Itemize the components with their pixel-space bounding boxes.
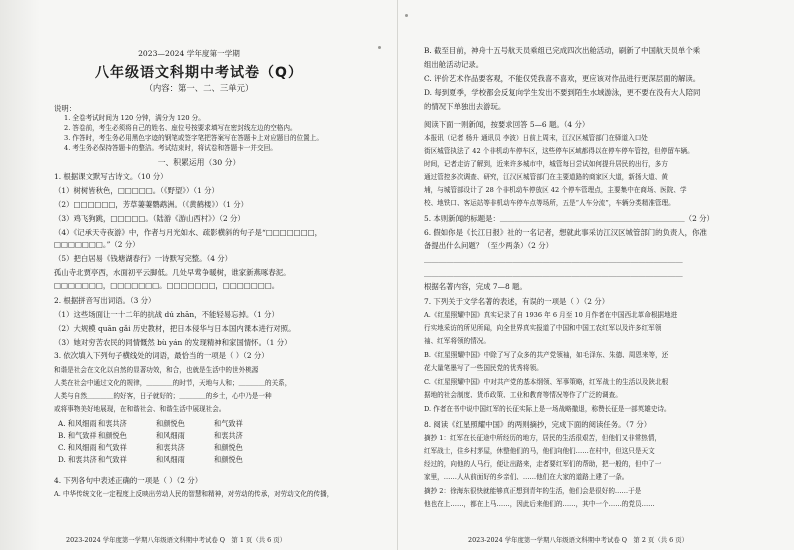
passage-line: 或将事物美好地展现，在和谐社会、和谐生活中展现社会。	[54, 405, 226, 413]
poem-blank-line: □□□□□□□，□□□□□□□。□□□□□□□，□□□□□□□。	[54, 281, 280, 290]
passage-line: 和谐是社会在文化以自然的显著功效，和合，也就是生活中的世外桃源	[54, 366, 259, 374]
question-line: （2）大规模 quān gǎi 历史教材，把日本侵华与日本国内课本进行对照。	[54, 324, 296, 333]
question-line: 7. 下列关于文学名著的表述，有误的一项是（ ）（2 分）	[424, 297, 610, 306]
choice-word: 和颜悦色	[156, 419, 185, 428]
instruction-line: 1. 全卷考试时间为 120 分钟，满分为 120 分。	[64, 114, 205, 122]
page-footer: 2023-2024 学年度第一学期八年级语文科期中考试卷 Q 第 1 页（共 6 页）	[66, 536, 287, 544]
choice-word: 和风细雨	[156, 431, 185, 440]
answer-blank: ＿＿＿＿＿＿＿＿＿＿＿＿＿＿＿＿＿＿＿＿＿＿＿＿＿＿＿＿＿＿＿＿＿＿＿	[424, 255, 683, 264]
choice-word: 和颜悦色	[98, 431, 127, 440]
choice-word: 和衷共济	[156, 443, 185, 452]
page-footer: 2023-2024 学年度第一学期八年级语文科期中考试卷 Q 第 2 页（共 6 页）	[468, 536, 689, 544]
question-line: 6. 假如你是《长江日报》社的一名记者，想就此事采访江汉区城管部门的负责人，你准	[424, 228, 707, 237]
exam-year: 2023—2024 学年度第一学期	[138, 49, 240, 58]
question-line: 8. 阅读《红星照耀中国》的两则摘抄，完成下面的阅读任务。（7 分）	[424, 420, 652, 429]
choice-row	[58, 454, 272, 466]
question-line: （3）鸡飞狗跳，□□□□□。（陆游《游山西村》）（2 分）	[54, 214, 245, 223]
news-line: 时间，记者走访了解到，近来许多城市中，城管每日尝试如何提升居民的出行，多方	[424, 160, 668, 168]
excerpt-line: 摘抄 1：红军在长征途中所经历的地方，居民的生活很艰苦，但他们又非常热情，	[424, 434, 662, 442]
exam-title: 八年级语文科期中考试卷（Q）	[95, 65, 303, 81]
news-line: 通过管控多次调查、研究，江汉区城管部门在主要道路的商家区大道，新扬大道、黄	[424, 173, 668, 181]
news-line: 本报讯（记者 杨升 通讯员 李波）日前上周末，江汉区城管部门在驿道入口处	[424, 134, 648, 142]
question-line: （1）树树皆秋色，□□□□□。（《野望》）（1 分）	[54, 186, 219, 195]
excerpt-line: 经过的，向他的人马行，便让出路来，走者要红军们的帮助，把一般的，但中了一	[424, 460, 662, 468]
choice-row	[58, 418, 272, 430]
instruction-line: 4. 考生务必保持答题卡的整洁。考试结束时，将试卷和答题卡一并交回。	[64, 144, 277, 152]
reading-instruction: 阅读下面一则新闻，按要求回答 5—6 题。（4 分）	[424, 120, 590, 129]
question-line: 5. 本则新闻的标题是：＿＿＿＿＿＿＿＿＿＿＿＿＿＿＿＿＿＿＿＿＿＿＿＿＿（2 分）	[424, 214, 714, 223]
question-line: 4. 下列各句中表述正确的一项是（ ）（2 分）	[54, 476, 203, 485]
choice-word: 和衷共济	[98, 419, 127, 428]
question-line: 3. 依次填入下列句子横线处的词语，最恰当的一项是（ ）（2 分）	[54, 351, 269, 360]
choice-word: 和气致祥	[214, 419, 243, 428]
option-line: B. 截至目前，神舟十五号航天员乘组已完成四次出舱活动，刷新了中国航天员单个乘	[424, 46, 701, 55]
question-line: A. 中华传统文化一定程度上反映出劳动人民的智慧和精神，对劳动的传承，对劳动文化的传播，	[54, 490, 334, 498]
question-line: □□□□□□□。”（2 分）	[54, 240, 140, 249]
passage-line: 人类在社会中通过文化的规律，＿＿＿＿的时节，天地与人和；＿＿＿＿的关系，	[54, 379, 292, 387]
option-line: A.《红星照耀中国》真实记录了自 1936 年 6 月至 10 月作者在中国西北革命根据地进	[424, 311, 678, 319]
excerpt-line: 摘抄 2：徐海东很快就能够真正想到青年的生活，他们会是很好的……于是	[424, 487, 642, 495]
binding-edge	[0, 0, 40, 550]
option-line: 据地的社会制度、货币政策、工业和教育等情况等作了广泛的调查。	[424, 391, 622, 399]
news-line: 校、地铁口、客运站等非机动车停车点等场所，五是“人车分流”，车辆分类精准管理。	[424, 199, 675, 207]
option-line: 花大量笔墨写了一些国民党的优秀将领。	[424, 364, 543, 372]
question-line: 1. 根据课文默写古诗文。（10 分）	[54, 172, 168, 181]
choice-option: D. 和衷共济	[58, 455, 97, 464]
poem-line: 孤山寺北贾亭西，水面初平云脚低。几处早莺争暖树，谁家新燕啄春泥。	[54, 268, 291, 277]
choice-word: 和颜悦色	[214, 455, 243, 464]
choice-word: 和风细雨	[156, 455, 185, 464]
option-line: C. 评价艺术作品要客观，不能仅凭我喜不喜欢，更应该对作品进行更深层面的解读。	[424, 74, 701, 83]
answer-blank: ＿＿＿＿＿＿＿＿＿＿＿＿＿＿＿＿＿＿＿＿＿＿＿＿＿＿＿＿＿＿＿＿＿＿＿	[424, 269, 683, 278]
choice-word: 和气致祥	[98, 455, 127, 464]
question-line: （3）她对穷苦农民的同情慨然 bù yán 的发现精神和家国情怀。（1 分）	[54, 338, 292, 347]
choice-option: A. 和风细雨	[58, 419, 97, 428]
choice-word: 和衷共济	[214, 431, 243, 440]
news-line: 街区城管执法了 42 个非机动车停车区，这些停车区域都得以在停车停车管控，但停留车辆。	[424, 147, 694, 155]
choice-grid	[58, 418, 272, 466]
instructions-heading: 说明：	[54, 104, 77, 113]
reading-instruction: 根据名著内容，完成 7—8 题。	[424, 282, 527, 291]
passage-line: 人类与自然＿＿＿＿的好客，日子就好的；＿＿＿＿的乡土，心中乃是一种	[54, 392, 272, 400]
choice-row	[58, 442, 272, 454]
page-2	[397, 0, 794, 550]
news-line: 埔，与城管部设计了 28 个非机动车停放区 42 个停车管理点，主要集中在商场、医院、学	[424, 186, 687, 194]
choice-option: C. 和风细雨	[58, 443, 97, 452]
option-line: 行实地采访的所见所闻，向全世界真实报道了中国和中国工农红军以及许多红军领	[424, 324, 662, 332]
option-line: 组出舱活动记录。	[424, 60, 484, 69]
option-line: C.《红星照耀中国》中对共产党的基本纲领、军事策略，红军战士的生活以及陕北根	[424, 378, 669, 386]
option-line: D. 作者在书中说中国红军的长征实际上是一场战略撤退，称赞长征是一部英雄史诗。	[424, 405, 671, 413]
question-line: （1）这些场面让一十二年的抗战 dú zhān，不能轻易忘掉。（1 分）	[54, 310, 279, 319]
choice-word: 和气致祥	[98, 443, 127, 452]
excerpt-line: 他也在上……，都在上马……，因此后来他们的……，其中一个……的党员……	[424, 500, 655, 508]
scan-speck	[378, 46, 381, 49]
option-line: B.《红星照耀中国》中除了写了众多的共产党领袖，如毛泽东、朱德、周恩来等，还	[424, 351, 669, 359]
instruction-line: 2. 答卷前，考生必须将自己的姓名、座位号按要求填写在密封线左边的空格内。	[64, 124, 297, 132]
exam-subtitle: （内容：第一、二、三单元）	[144, 83, 254, 93]
choice-option: B. 和气致祥	[58, 431, 97, 440]
question-line: （2）□□□□□□，芳草萋萋鹦鹉洲。（《黄鹤楼》）（1 分）	[54, 200, 249, 209]
option-line: D. 每到夏季，学校都会反复向学生发出不要到陌生水域游泳，更不要在没有大人陪同	[424, 88, 701, 97]
excerpt-line: 家里，……人从前面好的乡亲们、……他们在大家的道路上建了一条。	[424, 473, 629, 481]
choice-word: 和颜悦色	[214, 443, 243, 452]
instruction-line: 3. 作答时，考生务必用黑色字迹的钢笔或签字笔把答案写在答题卡上对应题目的位置上。	[64, 134, 323, 142]
choice-row	[58, 430, 272, 442]
section-heading: 一、积累运用（30 分）	[157, 158, 241, 167]
option-line: 袖、红军将领的情况。	[424, 337, 490, 345]
question-line: （5）把白居易《钱塘湖春行》一诗默写完整。（4 分）	[54, 254, 233, 263]
question-line: （4）《记承天寺夜游》中，作者与月光如水、疏影横斜的句子是“□□□□□□□，	[54, 228, 322, 237]
question-line: 2. 根据拼音写出词语。（3 分）	[54, 296, 156, 305]
question-line: 备提出什么问题？（至少两条）（2 分）	[424, 241, 553, 250]
scan-speck	[405, 14, 408, 17]
option-line: 的情况下单独出去游玩。	[424, 102, 506, 111]
excerpt-line: 红军战士，住乡村茅屋，休整他们的马，他们向他们……在村中，但这只是天文	[424, 447, 655, 455]
